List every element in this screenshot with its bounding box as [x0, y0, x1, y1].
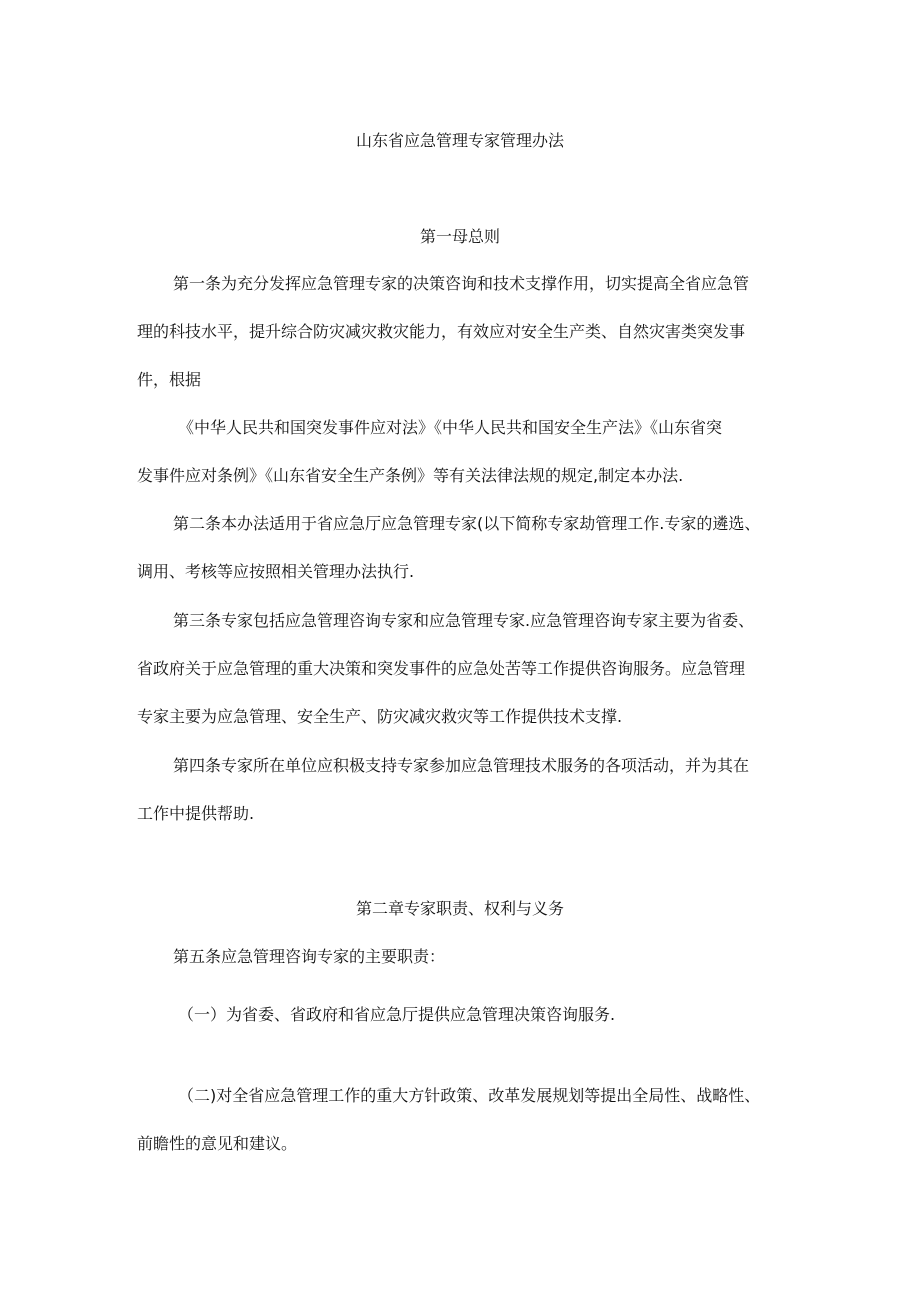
article-1-line-2: 理的科技水平，提升综合防灾减灾救灾能力，有效应对安全生产类、自然灾害类突发事 — [137, 322, 746, 341]
article-5-line-1: 第五条应急管理咨询专家的主要职责： — [173, 947, 446, 966]
article-2-line-2: 调用、考核等应按照相关管理办法执行. — [137, 562, 415, 581]
chapter-2-heading: 第二章专家职责、权利与义务 — [355, 899, 564, 918]
article-4-line-2: 工作中提供帮助. — [137, 804, 255, 823]
article-1-line-3: 件，根据 — [137, 370, 202, 389]
article-4-line-1: 第四条专家所在单位应积极支持专家参加应急管理技术服务的各项活动，并为其在 — [173, 756, 750, 775]
item-2-line-2: 前瞻性的意见和建议。 — [137, 1134, 298, 1153]
article-1-line-4: 《中华人民共和国突发事件应对法》《中华人民共和国安全生产法》《山东省突 — [178, 418, 723, 437]
document-title: 山东省应急管理专家管理办法 — [355, 131, 564, 150]
article-2-line-1: 第二条本办法适用于省应急厅应急管理专家(以下简称专家劫管理工作.专家的遴选、 — [173, 514, 761, 533]
article-3-line-3: 专家主要为应急管理、安全生产、防灾减灾救灾等工作提供技术支撑. — [137, 707, 623, 726]
article-1-line-5: 发事件应对条例》《山东省安全生产条例》等有关法律法规的规定,制定本办法. — [137, 466, 684, 485]
article-3-line-1: 第三条专家包括应急管理咨询专家和应急管理专家.应急管理咨询专家主要为省委、 — [173, 611, 755, 630]
item-2-line-1: （二)对全省应急管理工作的重大方针政策、改革发展规划等提出全局性、战略性、 — [178, 1086, 761, 1105]
article-3-line-2: 省政府关于应急管理的重大决策和突发事件的应急处苦等工作提供咨询服务。应急管理 — [137, 659, 746, 678]
article-1-line-1: 第一条为充分发挥应急管理专家的决策咨询和技术支撑作用，切实提高全省应急管 — [173, 274, 750, 293]
item-1-line-1: （一）为省委、省政府和省应急厅提供应急管理决策咨询服务. — [178, 1005, 616, 1024]
chapter-1-heading: 第一母总则 — [419, 227, 500, 246]
